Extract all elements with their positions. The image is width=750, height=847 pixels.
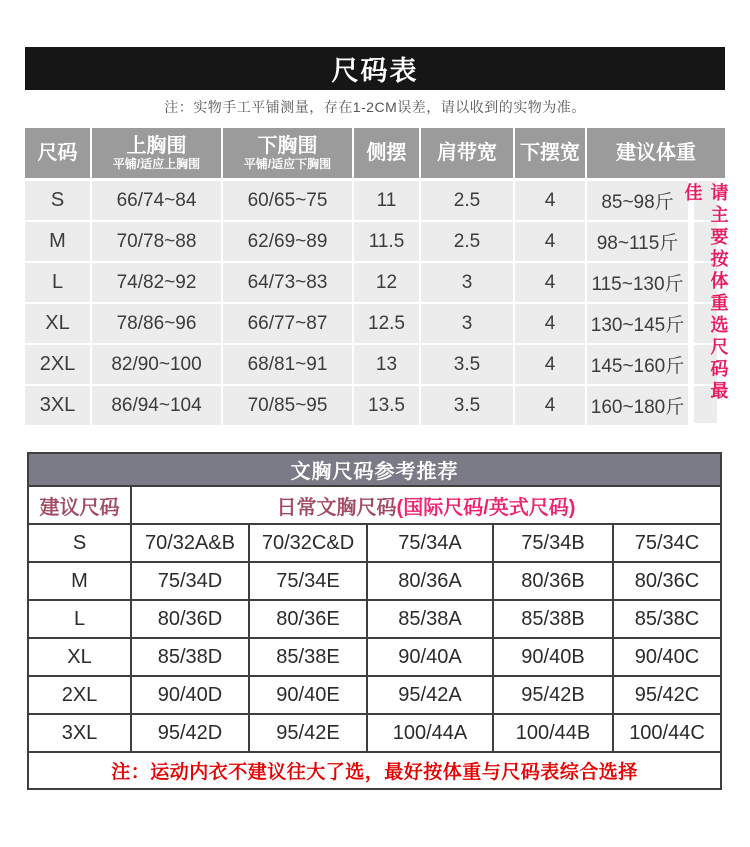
header-label: 上胸围 [126, 134, 187, 157]
under-bust-cell: 62/69~89 [223, 222, 352, 261]
bra-table-row [29, 563, 720, 601]
bra-size-cell: M [29, 563, 132, 599]
side-hem-cell: 13 [354, 345, 419, 384]
upper-bust-cell: 78/86~96 [92, 304, 221, 343]
page-title-banner [25, 47, 725, 90]
weight-cell: 85~98斤 [587, 181, 688, 220]
bra-value-cell: 80/36E [250, 601, 368, 637]
upper-bust-cell: 86/94~104 [92, 386, 221, 425]
header-label: 侧摆 [366, 141, 407, 164]
header-label: 尺码 [37, 141, 78, 164]
under-bust-cell: 66/77~87 [223, 304, 352, 343]
size-table-header [25, 128, 725, 178]
bra-table-note: 注：运动内衣不建议往大了选，最好按体重与尺码表综合选择 [111, 762, 638, 783]
weight-cell: 130~145斤 [587, 304, 688, 343]
bra-table-row [29, 601, 720, 639]
bra-value-cell: 85/38A [368, 601, 494, 637]
bra-value-cell: 75/34B [494, 525, 614, 561]
bra-size-cell: L [29, 601, 132, 637]
under-bust-cell: 60/65~75 [223, 181, 352, 220]
upper-bust-cell: 66/74~84 [92, 181, 221, 220]
strap-width-cell: 3.5 [421, 345, 513, 384]
daily-bra-size-label [132, 487, 720, 523]
bra-value-cell: 100/44B [494, 715, 614, 751]
header-cell-under-bust [223, 128, 352, 178]
header-cell-hem-width [515, 128, 585, 178]
under-bust-cell: 68/81~91 [223, 345, 352, 384]
bra-value-cell: 85/38E [250, 639, 368, 675]
daily-bra-size-em: (国际尺码/英式尺码) [396, 496, 576, 519]
bra-value-cell: 90/40C [634, 645, 700, 668]
measurement-note: 注：实物手工平铺测量，存在1-2CM误差，请以收到的实物为准。 [164, 99, 586, 115]
header-label: 下胸围 [257, 134, 318, 157]
bra-value-cell: 100/44A [368, 715, 494, 751]
weight-advice-text: 请主要按体重选尺码最佳 [682, 183, 729, 403]
suggested-size-label: 建议尺码 [29, 487, 132, 523]
size-cell: XL [25, 304, 90, 343]
weight-cell: 145~160斤 [587, 345, 688, 384]
size-table-body [25, 181, 688, 425]
size-cell: L [25, 263, 90, 302]
header-sublabel: 平铺/适应上胸围 [112, 156, 201, 171]
bra-value-cell: 95/42A [368, 677, 494, 713]
bra-value-cell: 90/40A [368, 639, 494, 675]
header-cell-upper-bust [92, 128, 221, 178]
bra-value-cell: 85/38C [634, 607, 700, 630]
bra-value-cell: 75/34C [634, 531, 700, 554]
side-hem-cell: 12.5 [354, 304, 419, 343]
size-cell: 2XL [25, 345, 90, 384]
bra-size-cell: XL [29, 639, 132, 675]
hem-width-cell: 4 [515, 345, 585, 384]
hem-width-cell: 4 [515, 386, 585, 425]
bra-value-cell: 95/42C [634, 683, 700, 706]
strap-width-cell: 3 [421, 304, 513, 343]
bra-size-cell: 2XL [29, 677, 132, 713]
bra-reference-table [27, 452, 722, 790]
bra-table-row [29, 715, 720, 753]
hem-width-cell: 4 [515, 222, 585, 261]
weight-cell: 160~180斤 [587, 386, 688, 425]
bra-value-cell: 90/40E [250, 677, 368, 713]
bra-table-subheader [29, 487, 720, 525]
header-label: 下摆宽 [520, 141, 580, 164]
bra-value-cell: 80/36C [634, 569, 700, 592]
size-cell: M [25, 222, 90, 261]
bra-value-cell: 70/32A&B [132, 525, 250, 561]
hem-width-cell: 4 [515, 263, 585, 302]
weight-cell: 115~130斤 [587, 263, 688, 302]
bra-value-cell: 80/36A [368, 563, 494, 599]
bra-value-cell: 90/40B [494, 639, 614, 675]
bra-table-row [29, 639, 720, 677]
strap-width-cell: 2.5 [421, 222, 513, 261]
side-hem-cell: 12 [354, 263, 419, 302]
strap-width-cell: 2.5 [421, 181, 513, 220]
bra-value-cell: 95/42B [494, 677, 614, 713]
upper-bust-cell: 82/90~100 [92, 345, 221, 384]
bra-value-cell: 95/42E [250, 715, 368, 751]
upper-bust-cell: 74/82~92 [92, 263, 221, 302]
bra-table-row [29, 677, 720, 715]
bra-value-cell: 75/34A [368, 525, 494, 561]
bra-value-cell: 90/40D [132, 677, 250, 713]
side-hem-cell: 11 [354, 181, 419, 220]
header-cell-side-hem [354, 128, 419, 178]
bra-value-cell: 80/36D [132, 601, 250, 637]
header-cell-size [25, 128, 90, 178]
size-cell: 3XL [25, 386, 90, 425]
upper-bust-cell: 70/78~88 [92, 222, 221, 261]
header-label: 建议体重 [616, 141, 696, 164]
bra-value-cell: 75/34E [250, 563, 368, 599]
bra-value-cell: 85/38B [494, 601, 614, 637]
bra-value-cell: 85/38D [132, 639, 250, 675]
bra-value-cell: 80/36B [494, 563, 614, 599]
under-bust-cell: 64/73~83 [223, 263, 352, 302]
bra-size-cell: S [29, 525, 132, 561]
strap-width-cell: 3 [421, 263, 513, 302]
header-cell-suggested-weight [587, 128, 725, 178]
under-bust-cell: 70/85~95 [223, 386, 352, 425]
bra-table-row [29, 525, 720, 563]
bra-value-cell: 95/42D [132, 715, 250, 751]
header-label: 肩带宽 [437, 141, 497, 164]
side-hem-cell: 11.5 [354, 222, 419, 261]
hem-width-cell: 4 [515, 304, 585, 343]
bra-table-title: 文胸尺码参考推荐 [29, 454, 720, 487]
header-cell-strap-width [421, 128, 513, 178]
daily-bra-size-main: 日常文胸尺码 [276, 496, 397, 519]
size-cell: S [25, 181, 90, 220]
bra-size-cell: 3XL [29, 715, 132, 751]
weight-advice-strip [682, 181, 729, 423]
bra-value-cell: 100/44C [629, 721, 705, 744]
bra-value-cell: 75/34D [132, 563, 250, 599]
side-hem-cell: 13.5 [354, 386, 419, 425]
header-sublabel: 平铺/适应下胸围 [243, 156, 332, 171]
weight-cell: 98~115斤 [587, 222, 688, 261]
bra-value-cell: 70/32C&D [250, 525, 368, 561]
page-title: 尺码表 [331, 56, 419, 86]
hem-width-cell: 4 [515, 181, 585, 220]
strap-width-cell: 3.5 [421, 386, 513, 425]
